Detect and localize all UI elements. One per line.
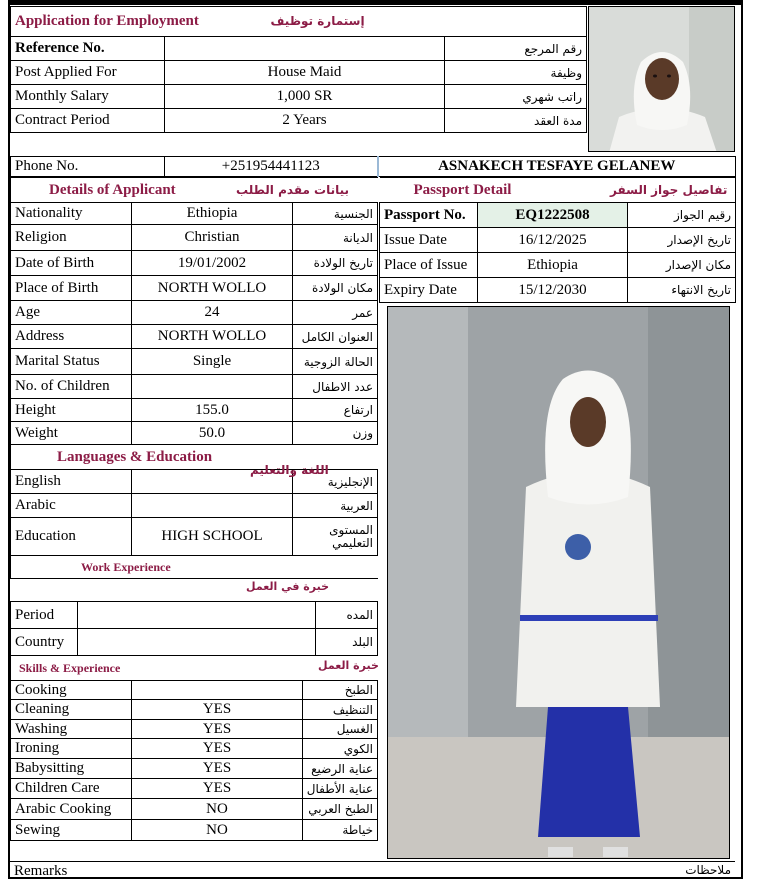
applicant-label-ar: وزن (293, 422, 378, 445)
applicant-row (11, 399, 378, 422)
applicant-heading-en: Details of Applicant (49, 181, 176, 198)
passport-row (380, 228, 736, 253)
applicant-value: NORTH WOLLO (132, 276, 293, 301)
applicant-row (11, 225, 378, 251)
work-table (10, 601, 378, 681)
applicant-label: Religion (11, 225, 132, 251)
applicant-label: Age (11, 301, 132, 325)
applicant-value: Christian (132, 225, 293, 251)
full-body-image-icon (388, 307, 730, 859)
skill-label-ar: عناية الرضيع (303, 759, 378, 779)
skill-label: Arabic Cooking (11, 799, 132, 820)
skill-row (11, 759, 378, 779)
work-value (78, 602, 316, 629)
portrait-photo (588, 6, 735, 152)
phone-table (10, 156, 736, 177)
language-label: Arabic (11, 494, 132, 518)
skill-label-ar: الطبخ (303, 681, 378, 700)
work-label-ar: البلد (316, 629, 378, 656)
applicant-label-ar: الديانة (293, 225, 378, 251)
passport-row (380, 203, 736, 228)
applicant-label: No. of Children (11, 375, 132, 399)
skill-value: YES (132, 779, 303, 799)
skill-label-ar: التنظيف (303, 700, 378, 720)
passport-value: Ethiopia (478, 253, 628, 278)
skill-label: Children Care (11, 779, 132, 799)
applicant-label-ar: الحالة الزوجية (293, 349, 378, 375)
skills-heading-ar: خبرة العمل (318, 659, 379, 672)
skill-label: Ironing (11, 739, 132, 759)
top-label: Monthly Salary (11, 85, 165, 109)
skill-value: YES (132, 700, 303, 720)
applicant-row (11, 422, 378, 445)
form-title-ar: إستمارة توظيف (270, 13, 365, 28)
top-value: 1,000 SR (165, 85, 445, 109)
language-value: HIGH SCHOOL (132, 518, 293, 556)
skill-row (11, 799, 378, 820)
applicant-label: Nationality (11, 203, 132, 225)
skill-label-ar: الكوي (303, 739, 378, 759)
remarks-label-ar: ملاحظات (685, 863, 731, 878)
passport-heading-en: Passport Detail (413, 181, 512, 198)
applicant-label: Weight (11, 422, 132, 445)
phone-value: +251954441123 (165, 157, 378, 177)
skill-value: NO (132, 799, 303, 820)
applicant-label: Marital Status (11, 349, 132, 375)
language-label: English (11, 470, 132, 494)
work-label: Country (11, 629, 78, 656)
top-table (10, 6, 587, 133)
skill-label: Sewing (11, 820, 132, 841)
applicant-label-ar: عمر (293, 301, 378, 325)
applicant-label: Address (11, 325, 132, 349)
language-label-ar: المستوى التعليمي (293, 518, 378, 556)
skill-label: Babysitting (11, 759, 132, 779)
top-label-ar: راتب شهري (445, 85, 587, 109)
top-label-ar: وظيفة (445, 61, 587, 85)
applicant-value: 50.0 (132, 422, 293, 445)
top-value: 2 Years (165, 109, 445, 133)
skill-value: YES (132, 759, 303, 779)
applicant-value: 19/01/2002 (132, 251, 293, 276)
applicant-heading-ar: بيانات مقدم الطلب (236, 183, 350, 197)
passport-label-ar: مكان الإصدار (628, 253, 736, 278)
passport-value: 16/12/2025 (478, 228, 628, 253)
applicant-value: Single (132, 349, 293, 375)
applicant-value: NORTH WOLLO (132, 325, 293, 349)
skill-value (132, 681, 303, 700)
language-value (132, 494, 293, 518)
languages-heading-en: Languages & Education (57, 448, 213, 465)
skills-heading-en: Skills & Experience (19, 660, 121, 675)
top-row (11, 61, 587, 85)
skill-row (11, 779, 378, 799)
applicant-value: Ethiopia (132, 203, 293, 225)
top-label: Reference No. (11, 37, 165, 61)
work-label-ar: المده (316, 602, 378, 629)
passport-table (379, 177, 736, 303)
top-row (11, 37, 587, 61)
skill-label-ar: الطبخ العربي (303, 799, 378, 820)
skill-value: NO (132, 820, 303, 841)
applicant-label: Place of Birth (11, 276, 132, 301)
skill-row (11, 700, 378, 720)
skill-row (11, 820, 378, 841)
language-row (11, 518, 378, 556)
portrait-image-icon (589, 7, 735, 152)
applicant-label: Date of Birth (11, 251, 132, 276)
skill-label-ar: الغسيل (303, 720, 378, 739)
language-row (11, 494, 378, 518)
passport-label-ar: رقيم الجواز (628, 203, 736, 228)
form-title-en: Application for Employment (15, 13, 199, 29)
skill-row (11, 720, 378, 739)
passport-label: Passport No. (380, 203, 478, 228)
top-label: Post Applied For (11, 61, 165, 85)
work-row (11, 602, 378, 629)
skill-row (11, 739, 378, 759)
remarks-table (10, 861, 735, 879)
passport-label: Place of Issue (380, 253, 478, 278)
skill-label-ar: خياطة (303, 820, 378, 841)
skill-row (11, 681, 378, 700)
top-label-ar: مدة العقد (445, 109, 587, 133)
skill-label-ar: عناية الأطفال (303, 779, 378, 799)
applicant-row (11, 276, 378, 301)
passport-label-ar: تاريخ الإصدار (628, 228, 736, 253)
passport-value: 15/12/2030 (478, 278, 628, 303)
applicant-label-ar: ارتفاع (293, 399, 378, 422)
top-row (11, 109, 587, 133)
skill-label: Cleaning (11, 700, 132, 720)
top-label: Contract Period (11, 109, 165, 133)
applicant-value: 155.0 (132, 399, 293, 422)
applicant-table: Details of Applicant بيانات مقدم الطلب Nationality Ethiopia الجنسية Religion Christian الديانة Date of Birth 19/01/2002 تاريخ الولادة Place of Birth NORTH WOLLO مكان الولادة Age 24 عمر Address NORTH WOLLO العنوان الكامل Marital Status Single الحالة الزوجية No. of Children عدد الاطفال Height 155.0 ارتفاع Weight 50.0 وزن Languages & Education اللغة والتعليم English الإنجليزية Arabic العربية Education HIGH SCHOOL المستوى التعليمي Work Experience خبرة في العمل (10, 177, 378, 579)
languages-heading-ar: اللغة والتعليم (250, 463, 329, 477)
top-row (11, 85, 587, 109)
full-body-photo (387, 306, 730, 859)
applicant-label-ar: تاريخ الولادة (293, 251, 378, 276)
language-label-ar: الإنجليزية (293, 470, 378, 494)
passport-value: EQ1222508 (478, 203, 628, 228)
applicant-row (11, 325, 378, 349)
applicant-row (11, 349, 378, 375)
applicant-label-ar: عدد الاطفال (293, 375, 378, 399)
passport-label: Expiry Date (380, 278, 478, 303)
applicant-label: Height (11, 399, 132, 422)
work-value (78, 629, 316, 656)
skill-label: Cooking (11, 681, 132, 700)
skill-value: YES (132, 739, 303, 759)
work-heading-en: Work Experience (81, 559, 171, 574)
phone-label: Phone No. (11, 157, 165, 177)
work-label: Period (11, 602, 78, 629)
applicant-name: ASNAKECH TESFAYE GELANEW (378, 157, 736, 177)
skill-label: Washing (11, 720, 132, 739)
top-value: House Maid (165, 61, 445, 85)
work-row (11, 629, 378, 656)
skill-value: YES (132, 720, 303, 739)
language-label-ar: العربية (293, 494, 378, 518)
passport-row (380, 253, 736, 278)
applicant-label-ar: مكان الولادة (293, 276, 378, 301)
remarks-label: Remarks (14, 863, 68, 879)
applicant-row (11, 251, 378, 276)
language-label: Education (11, 518, 132, 556)
applicant-label-ar: الجنسية (293, 203, 378, 225)
applicant-label-ar: العنوان الكامل (293, 325, 378, 349)
passport-row (380, 278, 736, 303)
passport-heading-ar: تفاصيل جواز السفر (610, 183, 728, 197)
passport-label: Issue Date (380, 228, 478, 253)
passport-label-ar: تاريخ الانتهاء (628, 278, 736, 303)
top-value (165, 37, 445, 61)
applicant-row (11, 301, 378, 325)
applicant-value (132, 375, 293, 399)
skills-table (10, 680, 378, 841)
applicant-value: 24 (132, 301, 293, 325)
applicant-row (11, 375, 378, 399)
top-label-ar: رقم المرجع (445, 37, 587, 61)
applicant-row (11, 203, 378, 225)
